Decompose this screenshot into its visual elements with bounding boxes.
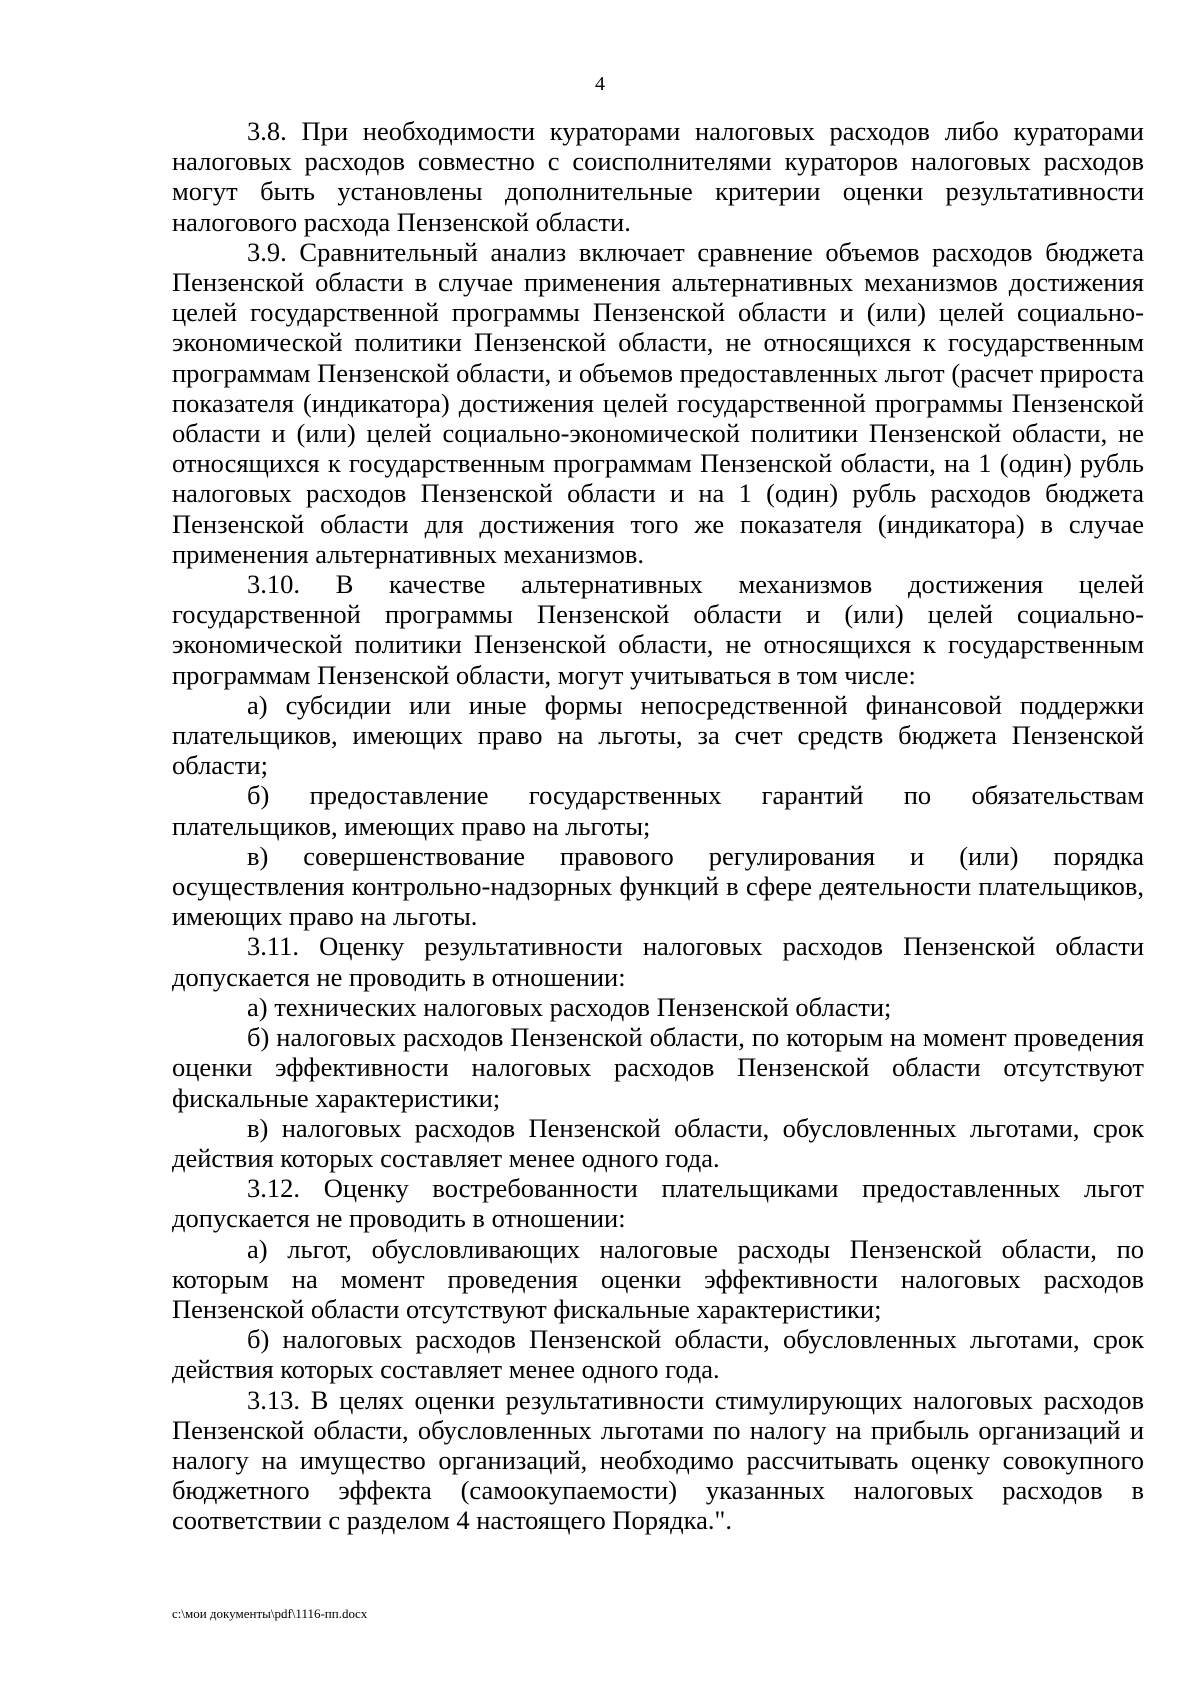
paragraph-3-11-v: в) налоговых расходов Пензенской области, обусловленных льготами, срок действия которых составляет менее одного года. [172,1112,1144,1173]
paragraph-3-12-b: б) налоговых расходов Пензенской области, обусловленных льготами, срок действия которых составляет менее одного года. [172,1324,1144,1385]
paragraph-3-10-v: в) совершенствование правового регулирования и (или) порядка осуществления контрольно-надзорных функций в сфере деятельности плательщиков, имеющих право на льготы. [172,840,1144,932]
paragraph-3-8: 3.8. При необходимости кураторами налоговых расходов либо кураторами налоговых расходов совместно с соисполнителями кураторов налоговых расходов могут быть установлены дополнительные критерии оценки результативности налогового расхода Пензенской области. [172,116,1144,237]
paragraph-3-12: 3.12. Оценку востребованности плательщиками предоставленных льгот допускается не проводить в отношении: [172,1173,1144,1234]
footer-file-path: c:\мои документы\pdf\1116-пп.docx [172,1606,368,1621]
paragraph-3-11-a: а) технических налоговых расходов Пензенской области; [247,991,892,1022]
paragraph-3-13: 3.13. В целях оценки результативности стимулирующих налоговых расходов Пензенской области, обусловленных льготами по налогу на прибыль организаций и налогу на имущество организаций, необходимо рассчитывать оценку совокупного бюджетного эффекта (самоокупаемости) указанных налоговых расходов в соответствии с разделом 4 настоящего Порядка.". [172,1384,1144,1536]
paragraph-3-9: 3.9. Сравнительный анализ включает сравнение объемов расходов бюджета Пензенской области в случае применения альтернативных механизмов достижения целей государственной программы Пензенской области и (или) целей социально-экономической политики Пензенской области, не относящихся к государственным программам Пензенской области, и объемов предоставленных льгот (расчет прироста показателя (индикатора) достижения целей государственной программы Пензенской области и (или) целей социально-экономической политики Пензенской области, не относящихся к государственным программам Пензенской области, на 1 (один) рубль налоговых расходов Пензенской области и на 1 (один) рубль расходов бюджета Пензенской области для достижения того же показателя (индикатора) в случае применения альтернативных механизмов. [172,236,1144,569]
paragraph-3-10: 3.10. В качестве альтернативных механизмов достижения целей государственной программы Пензенской области и (или) целей социально-экономической политики Пензенской области, не относящихся к государственным программам Пензенской области, могут учитываться в том числе: [172,569,1144,690]
paragraph-3-11-b: б) налоговых расходов Пензенской области, по которым на момент проведения оценки эффективности налоговых расходов Пензенской области отсутствуют фискальные характеристики; [172,1022,1144,1113]
page-number: 4 [595,73,605,95]
paragraph-3-11: 3.11. Оценку результативности налоговых расходов Пензенской области допускается не проводить в отношении: [172,931,1144,992]
paragraph-3-10-b: б) предоставление государственных гарантий по обязательствам плательщиков, имеющих право на льготы; [172,780,1144,841]
paragraph-3-10-a: а) субсидии или иные формы непосредственной финансовой поддержки плательщиков, имеющих право на льготы, за счет средств бюджета Пензенской области; [172,689,1144,781]
paragraph-3-12-a: а) льгот, обусловливающих налоговые расходы Пензенской области, по которым на момент проведения оценки эффективности налоговых расходов Пензенской области отсутствуют фискальные характеристики; [172,1233,1144,1324]
document-body [172,116,1144,1536]
